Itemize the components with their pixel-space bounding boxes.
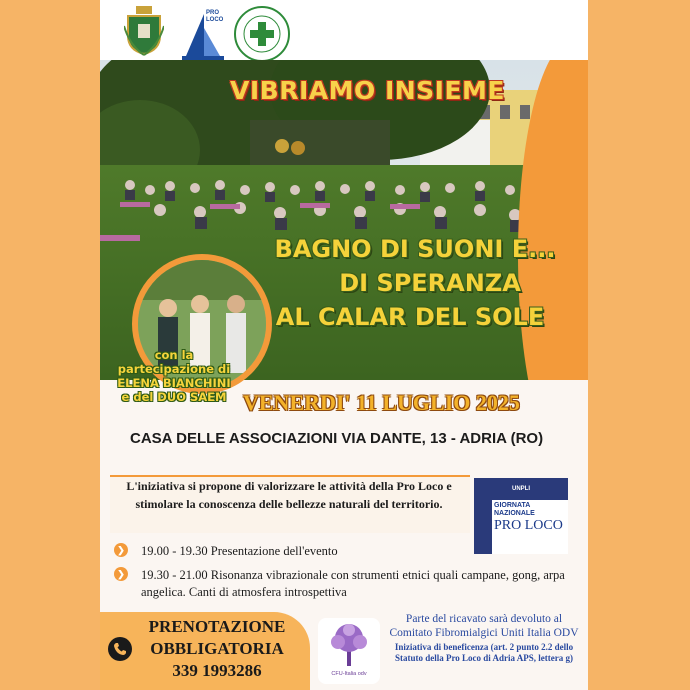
event-subtitle xyxy=(274,232,580,334)
chevron-right-icon: ❯ xyxy=(114,543,128,557)
chevron-right-icon: ❯ xyxy=(114,567,128,581)
tree-icon xyxy=(318,618,380,670)
giornata-proloco-badge xyxy=(474,478,568,554)
booking-line: PRENOTAZIONE xyxy=(148,617,286,636)
participation-line: ELENA BIANCHINI xyxy=(117,376,231,390)
schedule-text: 19.30 - 21.00 Risonanza vibrazionale con strumenti etnici quali campane, gong, arpa angelica. Canti di atmosfera introspettiva xyxy=(141,568,565,599)
participation-line: con la xyxy=(154,348,194,362)
proloco-text: PRO xyxy=(206,10,220,16)
beneficiary-text xyxy=(384,612,584,664)
subtitle-line: DI SPERANZA xyxy=(339,269,521,297)
intro-text: L'iniziativa si propone di valorizzare le attività della Pro Loco e stimolare la conoscenza delle bellezze naturali del territorio. xyxy=(126,479,452,511)
participation-line: e del DUO SAEM xyxy=(121,390,227,404)
event-venue: CASA DELLE ASSOCIAZIONI VIA DANTE, 13 - ADRIA (RO) xyxy=(130,430,544,447)
schedule-item xyxy=(114,543,474,560)
badge-line: GIORNATA xyxy=(494,502,531,509)
subtitle-line: BAGNO DI SUONI E... xyxy=(274,235,556,263)
badge-line: NAZIONALE xyxy=(494,510,535,517)
booking-line: OBBLIGATORIA xyxy=(150,639,284,658)
event-date: VENERDI' 11 LUGLIO 2025 xyxy=(243,390,520,415)
beneficiary-note: Iniziativa di beneficenza (art. 2 punto 2.2 dello Statuto della Pro Loco di Adria APS, lettera g) xyxy=(394,642,574,663)
badge-text xyxy=(494,502,535,518)
schedule-item xyxy=(114,567,584,601)
cfu-label: CFU-Italia odv xyxy=(331,671,367,677)
proloco-logo xyxy=(182,8,224,62)
event-poster xyxy=(100,0,588,690)
booking-phone[interactable]: 339 1993286 xyxy=(172,661,262,680)
participation-text xyxy=(106,348,242,404)
event-title: VIBRIAMO INSIEME xyxy=(230,76,506,105)
booking-text xyxy=(132,616,302,682)
croce-verde-logo-icon xyxy=(234,6,290,62)
beneficiary-main: Parte del ricavato sarà devoluto al Comitato Fibromialgici Uniti Italia ODV xyxy=(389,613,579,639)
phone-icon xyxy=(108,637,132,661)
comune-crest-icon xyxy=(124,6,164,56)
proloco-text: LOCO xyxy=(206,17,224,23)
badge-line: PRO LOCO xyxy=(494,518,563,533)
schedule-text: 19.00 - 19.30 Presentazione dell'evento xyxy=(141,544,338,558)
subtitle-line: AL CALAR DEL SOLE xyxy=(275,303,545,331)
participation-line: partecipazione di xyxy=(117,362,231,376)
badge-org: UNPLI xyxy=(512,486,530,492)
